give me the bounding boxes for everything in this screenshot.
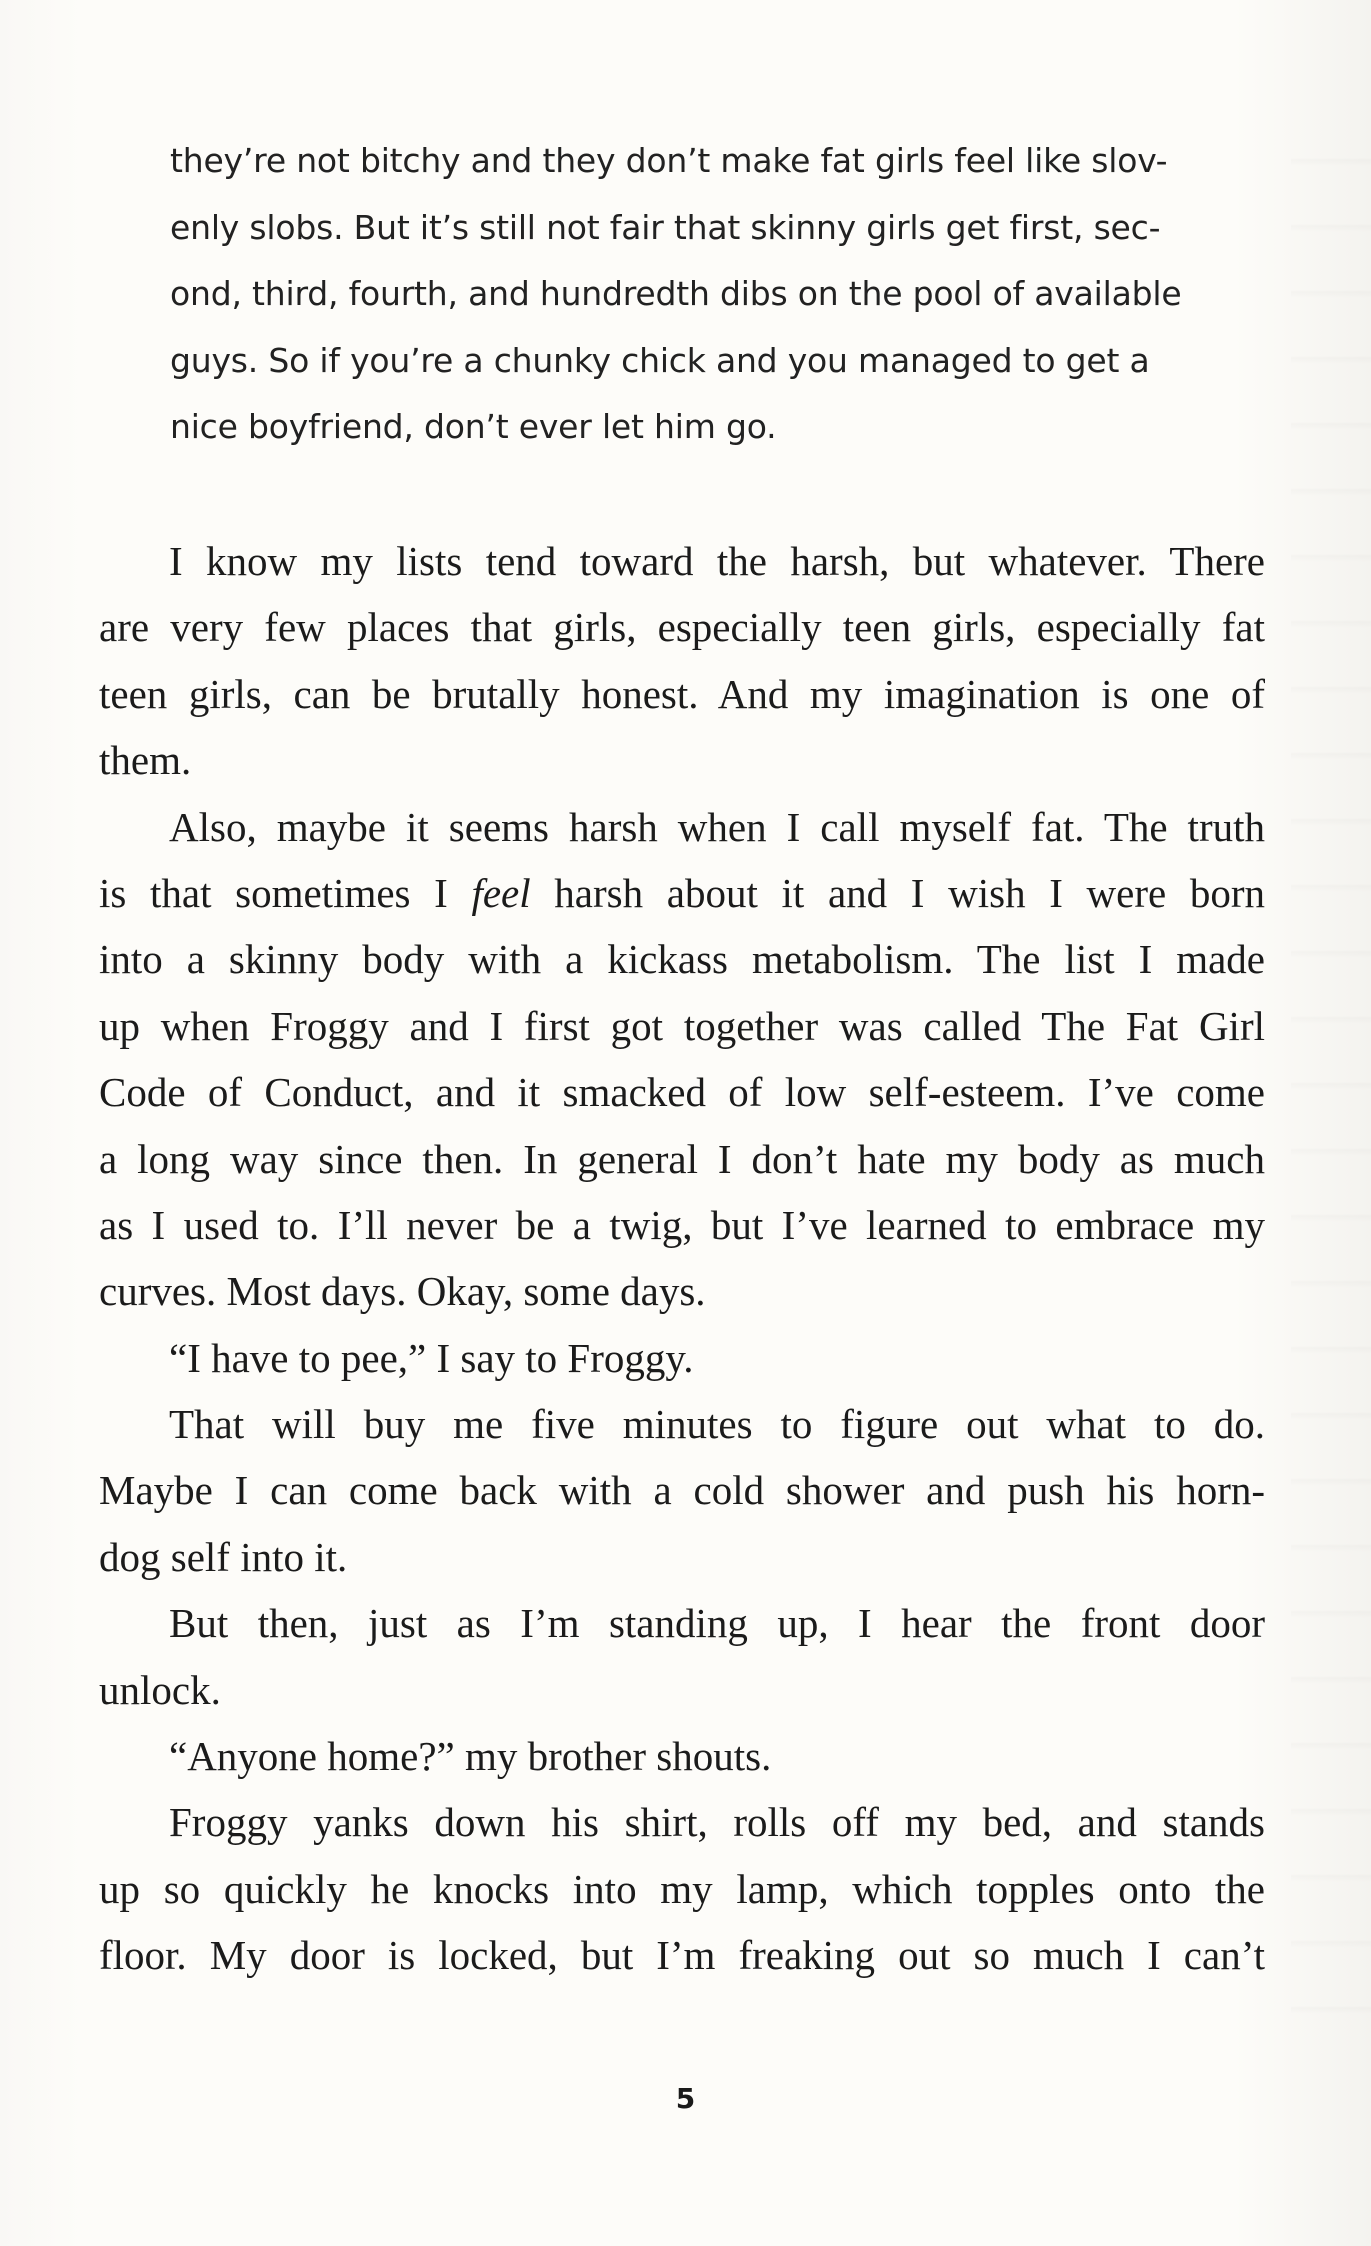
list-paragraph <box>170 128 1200 461</box>
body-line: That will buy me five minutes to figure out what to do. <box>169 1401 1265 1448</box>
list-line: enly slobs. But it’s still not fair that skinny girls get first, sec- <box>170 207 1161 247</box>
body-line: “Anyone home?” my brother shouts. <box>169 1733 772 1780</box>
list-line: nice boyfriend, don’t ever let him go. <box>170 407 777 446</box>
body-text <box>99 528 1265 1989</box>
page-number: 5 <box>675 2082 696 2115</box>
body-line: dog self into it. <box>99 1533 348 1580</box>
body-line: I know my lists tend toward the harsh, but whatever. There <box>169 538 1265 584</box>
body-line: into a skinny body with a kickass metabolism. The list I made <box>99 936 1265 983</box>
list-line: ond, third, fourth, and hundredth dibs on the pool of available <box>170 274 1182 313</box>
body-line: up so quickly he knocks into my lamp, which topples onto the <box>99 1865 1265 1912</box>
body-line: a long way since then. In general I don’t hate my body as much <box>99 1135 1265 1182</box>
body-line: But then, just as I’m standing up, I hear the front door <box>169 1600 1265 1647</box>
body-line: unlock. <box>99 1666 221 1713</box>
text-run: is that sometimes I <box>99 869 472 916</box>
text-run: harsh about it and I wish I were born <box>530 869 1265 916</box>
body-line: Code of Conduct, and it smacked of low self-esteem. I’ve come <box>99 1069 1265 1116</box>
body-line: teen girls, can be brutally honest. And my imagination is one of <box>99 670 1265 717</box>
body-line: as I used to. I’ll never be a twig, but I’ve learned to embrace my <box>99 1201 1265 1248</box>
body-line: them. <box>99 737 192 784</box>
body-line: Froggy yanks down his shirt, rolls off my bed, and stands <box>169 1799 1265 1846</box>
body-line: “I have to pee,” I say to Froggy. <box>169 1334 694 1381</box>
list-line: they’re not bitchy and they don’t make fat girls feel like slov- <box>170 141 1168 180</box>
body-line: Maybe I can come back with a cold shower and push his horn- <box>99 1467 1265 1514</box>
list-line: guys. So if you’re a chunky chick and you managed to get a <box>170 340 1150 380</box>
body-line: curves. Most days. Okay, some days. <box>99 1268 706 1315</box>
body-line: floor. My door is locked, but I’m freaking out so much I can’t <box>99 1932 1265 1979</box>
italic-word: feel <box>471 869 531 916</box>
body-line: are very few places that girls, especially teen girls, especially fat <box>99 604 1265 651</box>
body-line: Also, maybe it seems harsh when I call myself fat. The truth <box>169 803 1265 850</box>
body-line-italic <box>99 860 1265 926</box>
page-edge-bleed <box>1291 100 1371 2050</box>
body-line: up when Froggy and I first got together was called The Fat Girl <box>99 1002 1265 1049</box>
